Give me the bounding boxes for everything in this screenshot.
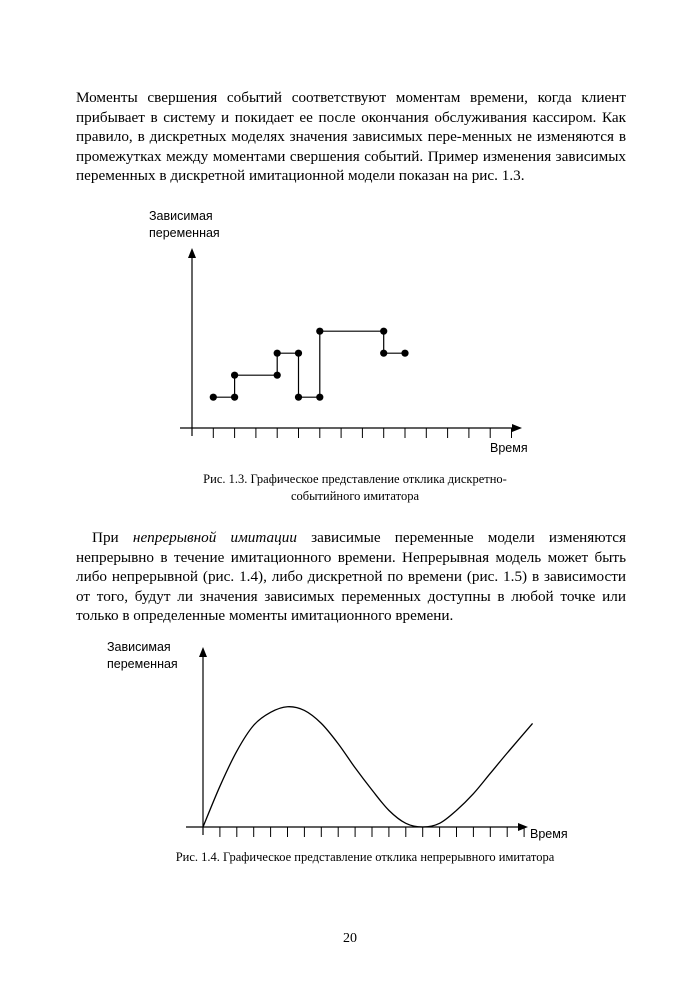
fig1-caption-line1: Рис. 1.3. Графическое представление отклика дискретно- (203, 472, 507, 486)
fig2-y-axis-label: Зависимая переменная (107, 640, 178, 671)
fig2-x-axis-arrow (518, 823, 528, 831)
paragraph-1: Моменты свершения событий соответствуют моментам времени, когда клиент прибывает в систему и покидает ее после окончания обслуживания кассиром. Как правило, в дискретных моделях значения зависимых пере-менных не изменяются в промежутках между моментами свершения событий. Пример изменения зависимых переменных в дискретной имитационной модели показан на рис. 1.3. (76, 89, 626, 185)
fig1-caption-line2: событийного имитатора (290, 489, 419, 503)
page-number: 20 (343, 931, 357, 946)
fig1-y-axis-label: Зависимая переменная (149, 209, 220, 240)
paragraph-2-italic: непрерывной имитации (132, 529, 297, 546)
fig2-y-axis-arrow (199, 647, 207, 657)
paragraph-2-rest: зависимые переменные модели изменяются непрерывно в течение имитационного времени. Непрерывная модель может быть либо непрерывной (рис. 1.4), либо дискретной по времени (рис. 1.5) в зависимости от того, будут ли значения зависимых переменных доступны в любой точке или только в определенные моменты имитационного времени. (76, 529, 626, 625)
fig2-caption: Рис. 1.4. Графическое представление отклика непрерывного имитатора (175, 850, 555, 864)
fig2-x-axis-label: Время (530, 827, 568, 841)
fig2-series-curve (203, 707, 533, 827)
fig1-x-axis-label: Время (490, 441, 528, 455)
paragraph-2-lead: При (92, 529, 133, 546)
